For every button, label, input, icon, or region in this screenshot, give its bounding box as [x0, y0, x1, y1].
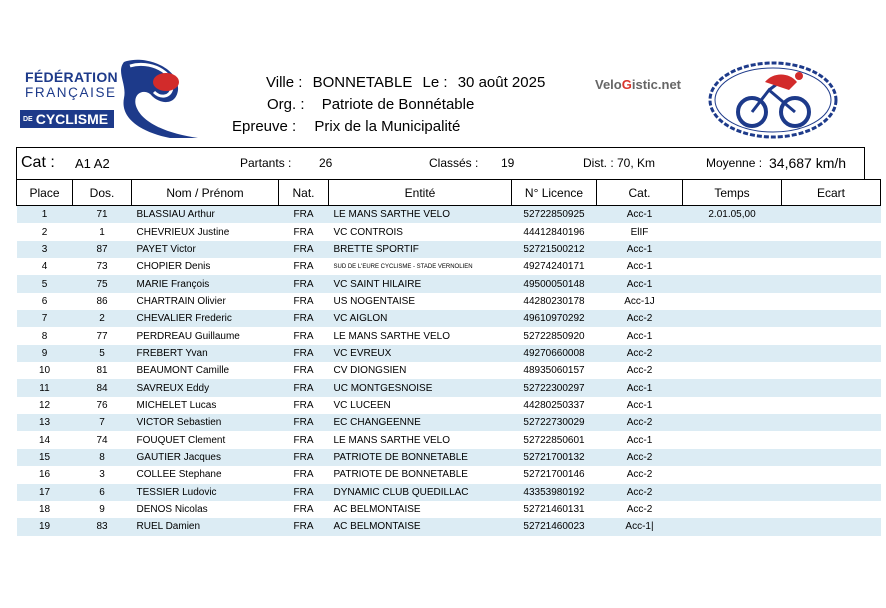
cell-licence: 52722850925 — [512, 206, 597, 224]
cell-nat: FRA — [293, 504, 314, 516]
cell-temps — [683, 362, 782, 379]
cell-temps — [683, 501, 782, 518]
brand-part-a: Velo — [595, 77, 622, 92]
table-row — [17, 327, 881, 344]
cell-nat: FRA — [293, 434, 314, 446]
cell-nom: BEAUMONT Camille — [136, 365, 230, 377]
cell-place: 2 — [41, 226, 48, 238]
cell-place: 17 — [17, 484, 73, 501]
cell-nom: PAYET Victor — [132, 241, 279, 258]
cell-ecart — [782, 241, 881, 258]
cell-nom: VICTOR Sebastien — [132, 414, 279, 431]
cell-place: 8 — [41, 330, 48, 342]
cell-place: 7 — [17, 310, 73, 327]
cell-entite: VC EVREUX — [329, 345, 512, 362]
cell-cat: Acc-1| — [597, 518, 683, 535]
cell-entite: LE MANS SARTHE VELO — [333, 434, 451, 446]
cell-temps — [683, 449, 782, 466]
cell-nat: FRA — [279, 379, 329, 396]
cell-place: 10 — [38, 365, 51, 377]
cell-nom: CHEVRIEUX Justine — [136, 226, 230, 238]
cell-licence: 44412840196 — [523, 226, 585, 238]
cell-ecart — [782, 223, 881, 240]
cell-place: 3 — [17, 241, 73, 258]
col-header-nom: Nom / Prénom — [132, 180, 279, 206]
cell-licence: 52722850920 — [523, 330, 585, 342]
cell-cat: Acc-2 — [626, 469, 653, 481]
cell-cat: Acc-2 — [597, 484, 683, 501]
ville-value: BONNETABLE — [312, 74, 413, 91]
cell-entite: VC CONTROIS — [333, 226, 403, 238]
cell-entite: PATRIOTE DE BONNETABLE — [329, 449, 512, 466]
table-row — [17, 345, 881, 362]
cell-place: 4 — [41, 261, 48, 273]
cell-temps — [683, 223, 782, 240]
cell-cat: Acc-1 — [597, 379, 683, 396]
cell-dos: 6 — [73, 484, 132, 501]
cell-cat: Acc-2 — [626, 365, 653, 377]
cell-dos: 3 — [99, 469, 105, 481]
logo-cyclisme-box — [20, 110, 114, 128]
cell-nat: FRA — [279, 275, 329, 292]
cell-ecart — [782, 310, 881, 327]
cell-temps — [683, 327, 782, 344]
cell-place: 13 — [17, 414, 73, 431]
cell-ecart — [782, 362, 881, 379]
cell-nom: MARIE François — [132, 275, 279, 292]
cell-nat: FRA — [293, 365, 314, 377]
header-ville-line — [266, 74, 545, 91]
cell-ecart — [782, 449, 881, 466]
le-label: Le : — [422, 74, 448, 91]
cell-entite: AC BELMONTAISE — [333, 504, 421, 516]
cell-ecart — [782, 293, 881, 310]
cell-dos: 87 — [73, 241, 132, 258]
cell-entite: VC SAINT HILAIRE — [329, 275, 512, 292]
cell-nat: FRA — [279, 414, 329, 431]
epreuve-value: Prix de la Municipalité — [314, 118, 461, 135]
logo-de: DE — [23, 116, 33, 124]
cell-licence: 52721460131 — [523, 504, 585, 516]
cell-place: 5 — [17, 275, 73, 292]
col-header-licence: N° Licence — [512, 180, 597, 206]
cell-temps — [683, 310, 782, 327]
cell-ecart — [782, 518, 881, 535]
col-header-entite: Entité — [329, 180, 512, 206]
cell-cat: Acc-1 — [597, 206, 683, 224]
cell-nom: FREBERT Yvan — [132, 345, 279, 362]
table-header-row — [17, 180, 881, 206]
cell-nat: FRA — [279, 206, 329, 224]
cell-cat: Acc-2 — [597, 310, 683, 327]
cell-entite: VC LUCEEN — [333, 399, 391, 411]
header-org-line — [267, 96, 474, 113]
cell-nat: FRA — [279, 484, 329, 501]
partants-label: Partants : — [240, 156, 292, 170]
table-row — [17, 414, 881, 431]
cell-licence: 52722850601 — [523, 434, 585, 446]
cell-cat: Acc-1 — [626, 434, 653, 446]
cell-cat: Acc-1 — [626, 330, 653, 342]
moyenne-value: 34,687 km/h — [769, 155, 847, 171]
cell-cat: Acc-1 — [597, 275, 683, 292]
cat-label: Cat : — [21, 154, 55, 171]
table-row — [17, 431, 881, 448]
cell-nom: PERDREAU Guillaume — [136, 330, 240, 342]
cell-entite: BRETTE SPORTIF — [329, 241, 512, 258]
cell-cat: Acc-1 — [626, 399, 653, 411]
cell-nat: FRA — [279, 449, 329, 466]
cell-temps: 2.01.05,00 — [683, 206, 782, 224]
cell-temps — [683, 258, 782, 275]
cell-dos: 83 — [73, 518, 132, 535]
cell-licence: 52722300297 — [512, 379, 597, 396]
ville-label: Ville : — [266, 74, 303, 91]
table-row — [17, 449, 881, 466]
cell-nom: SAVREUX Eddy — [132, 379, 279, 396]
cell-nat: FRA — [293, 469, 314, 481]
cell-nat: FRA — [279, 241, 329, 258]
cell-nom: COLLEE Stephane — [136, 469, 222, 481]
cell-temps — [683, 484, 782, 501]
cell-dos: 76 — [96, 399, 108, 411]
col-header-temps: Temps — [683, 180, 782, 206]
cell-cat: ElIF — [630, 226, 649, 238]
table-row — [17, 397, 881, 414]
chain-cyclist-seal-icon — [707, 60, 839, 140]
cell-nom: CHARTRAIN Olivier — [136, 295, 226, 307]
cell-dos: 2 — [73, 310, 132, 327]
cell-place: 16 — [38, 469, 51, 481]
cell-entite: US NOGENTAISE — [333, 295, 415, 307]
cell-dos: 71 — [73, 206, 132, 224]
classes-label: Classés : — [429, 156, 479, 170]
col-header-dos: Dos. — [73, 180, 132, 206]
cell-licence: 49500050148 — [512, 275, 597, 292]
cell-entite: LE MANS SARTHE VELO — [329, 206, 512, 224]
table-row — [17, 293, 881, 310]
org-label: Org. : — [267, 96, 305, 113]
header-epreuve-line — [232, 118, 460, 135]
brand-part-b: G — [621, 77, 632, 92]
cell-entite: UC MONTGESNOISE — [329, 379, 512, 396]
cell-dos: 1 — [99, 226, 105, 238]
cell-place: 15 — [17, 449, 73, 466]
cell-temps — [683, 466, 782, 483]
cell-entite: VC AIGLON — [329, 310, 512, 327]
col-header-ecart: Ecart — [782, 180, 881, 206]
table-row — [17, 310, 881, 327]
moyenne-label: Moyenne : — [706, 156, 763, 170]
table-row — [17, 518, 881, 535]
cell-nat: FRA — [279, 310, 329, 327]
cell-ecart — [782, 275, 881, 292]
cell-entite: PATRIOTE DE BONNETABLE — [333, 469, 468, 481]
cell-licence: 52721700132 — [512, 449, 597, 466]
results-table — [16, 179, 881, 536]
cell-dos: 8 — [73, 449, 132, 466]
results-body — [17, 206, 881, 536]
cell-place: 6 — [41, 295, 48, 307]
cell-ecart — [782, 206, 881, 224]
cell-cat: Acc-1 — [626, 261, 653, 273]
cell-temps — [683, 241, 782, 258]
logo-line-1: FÉDÉRATION — [25, 69, 118, 85]
col-header-cat: Cat. — [597, 180, 683, 206]
cell-temps — [683, 518, 782, 535]
cell-temps — [683, 275, 782, 292]
cell-nat: FRA — [279, 518, 329, 535]
distance: Dist. : 70, Km — [583, 156, 656, 170]
cell-dos: 84 — [73, 379, 132, 396]
table-row — [17, 466, 881, 483]
table-row — [17, 258, 881, 275]
cell-cat: Acc-1 — [597, 241, 683, 258]
cell-ecart — [782, 466, 881, 483]
table-row — [17, 206, 881, 224]
table-row — [17, 362, 881, 379]
classes-value: 19 — [501, 156, 515, 170]
cell-entite: CV DIONGSIEN — [333, 365, 407, 377]
cell-ecart — [782, 414, 881, 431]
cell-nom: CHOPIER Denis — [136, 261, 211, 273]
cell-dos: 73 — [96, 261, 108, 273]
cell-dos: 7 — [73, 414, 132, 431]
cell-dos: 77 — [96, 330, 108, 342]
cell-licence: 52721500212 — [512, 241, 597, 258]
logo-line-2: FRANÇAISE — [25, 85, 117, 100]
cell-place: 1 — [17, 206, 73, 224]
race-info-bar — [16, 147, 865, 179]
cell-temps — [683, 379, 782, 396]
cell-ecart — [782, 484, 881, 501]
cell-licence: 52721700146 — [523, 469, 585, 481]
cell-nom: RUEL Damien — [132, 518, 279, 535]
cell-temps — [683, 414, 782, 431]
table-row — [17, 501, 881, 518]
cell-nom: CHEVALIER Frederic — [132, 310, 279, 327]
table-row — [17, 223, 881, 240]
cell-ecart — [782, 397, 881, 414]
cell-place: 19 — [17, 518, 73, 535]
cell-licence: 49610970292 — [512, 310, 597, 327]
cell-ecart — [782, 431, 881, 448]
cell-licence: 49270660008 — [512, 345, 597, 362]
cell-nom: GAUTIER Jacques — [132, 449, 279, 466]
table-row — [17, 241, 881, 258]
cell-place: 12 — [38, 399, 51, 411]
cell-licence: 49274240171 — [523, 261, 585, 273]
cell-entite: LE MANS SARTHE VELO — [333, 330, 451, 342]
org-value: Patriote de Bonnétable — [321, 96, 475, 113]
cell-nat: FRA — [293, 330, 314, 342]
cell-dos: 5 — [73, 345, 132, 362]
cell-place: 18 — [38, 504, 51, 516]
cell-ecart — [782, 327, 881, 344]
cell-entite: SUD DE L'EURE CYCLISME - STADE VERNOLIEN — [333, 263, 473, 270]
cell-entite: DYNAMIC CLUB QUEDILLAC — [329, 484, 512, 501]
cell-cat: Acc-2 — [597, 414, 683, 431]
cell-cat: Acc-1J — [624, 295, 655, 307]
cell-cat: Acc-2 — [597, 449, 683, 466]
cell-nom: MICHELET Lucas — [136, 399, 217, 411]
cell-entite: AC BELMONTAISE — [329, 518, 512, 535]
epreuve-label: Epreuve : — [232, 118, 297, 135]
cell-dos: 75 — [73, 275, 132, 292]
cell-nat: FRA — [293, 226, 314, 238]
table-row — [17, 275, 881, 292]
cell-temps — [683, 431, 782, 448]
cell-ecart — [782, 379, 881, 396]
cell-temps — [683, 397, 782, 414]
cell-temps — [683, 293, 782, 310]
cell-licence: 43353980192 — [512, 484, 597, 501]
brand-part-c: istic.net — [631, 77, 681, 92]
velogistic-brand — [595, 77, 681, 92]
cell-nom: FOUQUET Clement — [136, 434, 226, 446]
cell-ecart — [782, 258, 881, 275]
cell-nom: BLASSIAU Arthur — [132, 206, 279, 224]
cell-nat: FRA — [293, 295, 314, 307]
table-row — [17, 484, 881, 501]
col-header-place: Place — [17, 180, 73, 206]
cell-cat: Acc-2 — [597, 345, 683, 362]
cell-nat: FRA — [279, 345, 329, 362]
cell-place: 11 — [17, 379, 73, 396]
cell-nat: FRA — [293, 399, 314, 411]
cell-licence: 52721460023 — [512, 518, 597, 535]
col-header-nat: Nat. — [279, 180, 329, 206]
cell-nom: TESSIER Ludovic — [132, 484, 279, 501]
cell-licence: 48935060157 — [523, 365, 585, 377]
cell-temps — [683, 345, 782, 362]
cat-value: A1 A2 — [75, 156, 110, 171]
cell-dos: 9 — [99, 504, 105, 516]
ffc-logo — [20, 58, 210, 140]
cell-cat: Acc-2 — [626, 504, 653, 516]
cell-entite: EC CHANGEENNE — [329, 414, 512, 431]
cell-licence: 44280250337 — [523, 399, 585, 411]
cell-dos: 74 — [96, 434, 108, 446]
cell-dos: 81 — [96, 365, 108, 377]
cell-nom: DENOS Nicolas — [136, 504, 208, 516]
cell-ecart — [782, 345, 881, 362]
race-date: 30 août 2025 — [457, 74, 546, 91]
partants-value: 26 — [319, 156, 333, 170]
cell-ecart — [782, 501, 881, 518]
cell-nat: FRA — [293, 261, 314, 273]
cell-licence: 52722730029 — [512, 414, 597, 431]
logo-line-3: CYCLISME — [35, 111, 109, 127]
table-row — [17, 379, 881, 396]
cell-place: 9 — [17, 345, 73, 362]
cell-place: 14 — [38, 434, 51, 446]
cell-dos: 86 — [96, 295, 108, 307]
cell-licence: 44280230178 — [523, 295, 585, 307]
